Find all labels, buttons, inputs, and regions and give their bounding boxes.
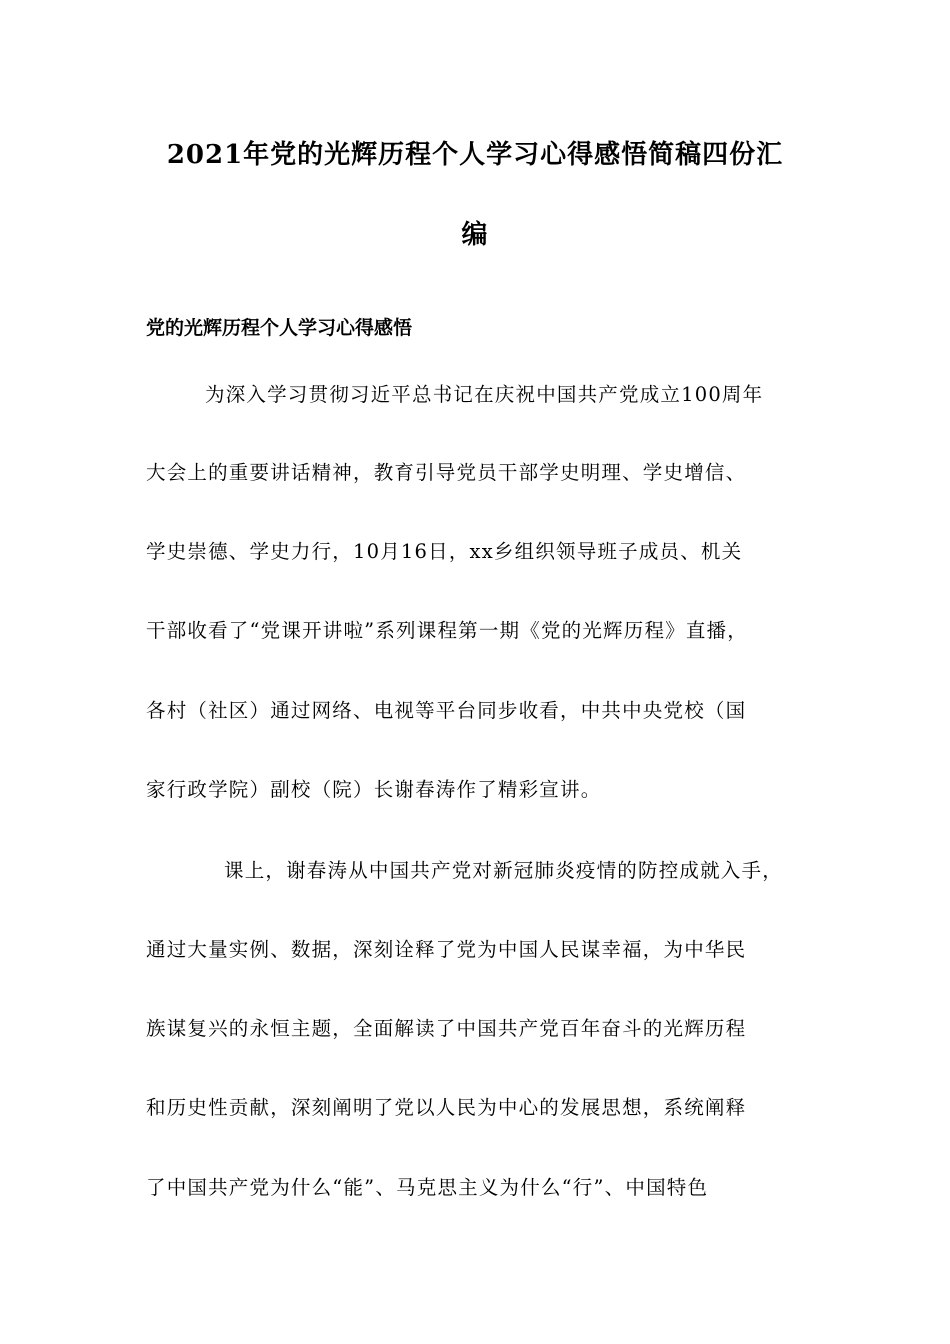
paragraph-1-line-5: 各村（社区）通过网络、电视等平台同步收看，中共中央党校（国 [146,699,747,722]
paragraph-2-line-2: 通过大量实例、数据，深刻诠释了党为中国人民谋幸福，为中华民 [146,938,747,961]
paragraph-1-line-6: 家行政学院）副校（院）长谢春涛作了精彩宣讲。 [146,778,602,801]
paragraph-1-line-1: 为深入学习贯彻习近平总书记在庆祝中国共产党成立100周年 [205,383,764,406]
document-title-line-1: 2021年党的光辉历程个人学习心得感悟简稿四份汇 [166,140,784,170]
paragraph-1-line-4: 干部收看了“党课开讲啦”系列课程第一期《党的光辉历程》直播， [146,619,748,642]
paragraph-2-line-5: 了中国共产党为什么“能”、马克思主义为什么“行”、中国特色 [146,1176,709,1199]
paragraph-2-line-3: 族谋复兴的永恒主题，全面解读了中国共产党百年奋斗的光辉历程 [146,1017,747,1040]
section-heading: 党的光辉历程个人学习心得感悟 [146,317,413,339]
paragraph-2-line-4: 和历史性贡献，深刻阐明了党以人民为中心的发展思想，系统阐释 [146,1096,747,1119]
document-title-line-2: 编 [461,220,489,250]
paragraph-1-line-3: 学史崇德、学史力行，10月16日，xx乡组织领导班子成员、机关 [146,540,743,563]
paragraph-1-line-2: 大会上的重要讲话精神，教育引导党员干部学史明理、学史增信、 [146,461,747,484]
paragraph-2-line-1: 课上，谢春涛从中国共产党对新冠肺炎疫情的防控成就入手， [224,859,783,882]
